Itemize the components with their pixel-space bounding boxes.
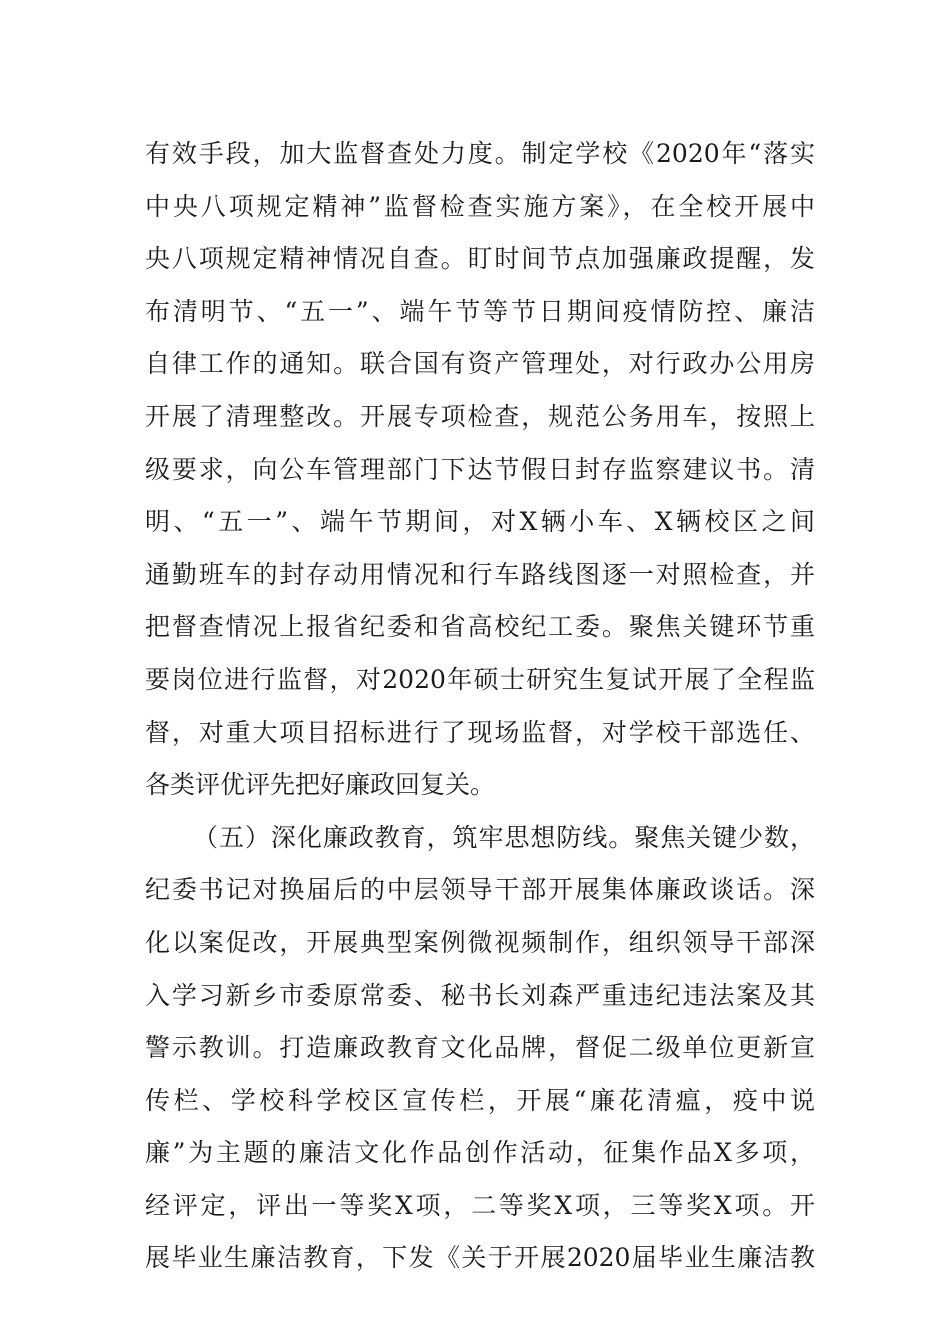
text-line: 纪委书记对换届后的中层领导干部开展集体廉政谈话。深 (145, 875, 815, 905)
text-line: 督，对重大项目招标进行了现场监督，对学校干部选任、 (145, 717, 815, 747)
text-line: 化以案促改，开展典型案例微视频制作，组织领导干部深 (145, 927, 815, 957)
text-line: 廉”为主题的廉洁文化作品创作活动，征集作品X多项， (145, 1138, 815, 1168)
text-line: 把督查情况上报省纪委和省高校纪工委。聚焦关键环节重 (145, 612, 815, 642)
paragraph-integrity-education (145, 812, 815, 1285)
text-line: 级要求，向公车管理部门下达节假日封存监察建议书。清 (145, 454, 815, 484)
text-line: 中央八项规定精神”监督检查实施方案》，在全校开展中 (145, 191, 815, 221)
text-line: 经评定，评出一等奖X项，二等奖X项，三等奖X项。开 (145, 1190, 815, 1220)
text-line: 有效手段，加大监督查处力度。制定学校《2020年“落实 (145, 139, 815, 168)
text-line: 要岗位进行监督，对2020年硕士研究生复试开展了全程监 (145, 664, 815, 694)
document-body (145, 128, 815, 1285)
text-line: 央八项规定精神情况自查。盯时间节点加强廉政提醒，发 (145, 244, 815, 274)
section-heading-line: （五）深化廉政教育，筑牢思想防线。聚焦关键少数， (193, 822, 815, 852)
text-line: 展毕业生廉洁教育，下发《关于开展2020届毕业生廉洁教 (145, 1243, 815, 1273)
text-line: 入学习新乡市委原常委、秘书长刘森严重违纪违法案及其 (145, 980, 815, 1010)
text-line: 传栏、学校科学校区宣传栏，开展“廉花清瘟，疫中说 (145, 1085, 815, 1115)
paragraph-oversight (145, 128, 815, 812)
text-line: 开展了清理整改。开展专项检查，规范公务用车，按照上 (145, 401, 815, 431)
text-line: 布清明节、“五一”、端午节等节日期间疫情防控、廉洁 (145, 296, 815, 326)
text-line: 通勤班车的封存动用情况和行车路线图逐一对照检查，并 (145, 559, 815, 589)
text-line: 自律工作的通知。联合国有资产管理处，对行政办公用房 (145, 349, 815, 379)
text-line: 明、“五一”、端午节期间，对X辆小车、X辆校区之间 (145, 507, 815, 537)
text-line: 各类评优评先把好廉政回复关。 (145, 770, 496, 800)
text-line: 警示教训。打造廉政教育文化品牌，督促二级单位更新宣 (145, 1033, 815, 1063)
